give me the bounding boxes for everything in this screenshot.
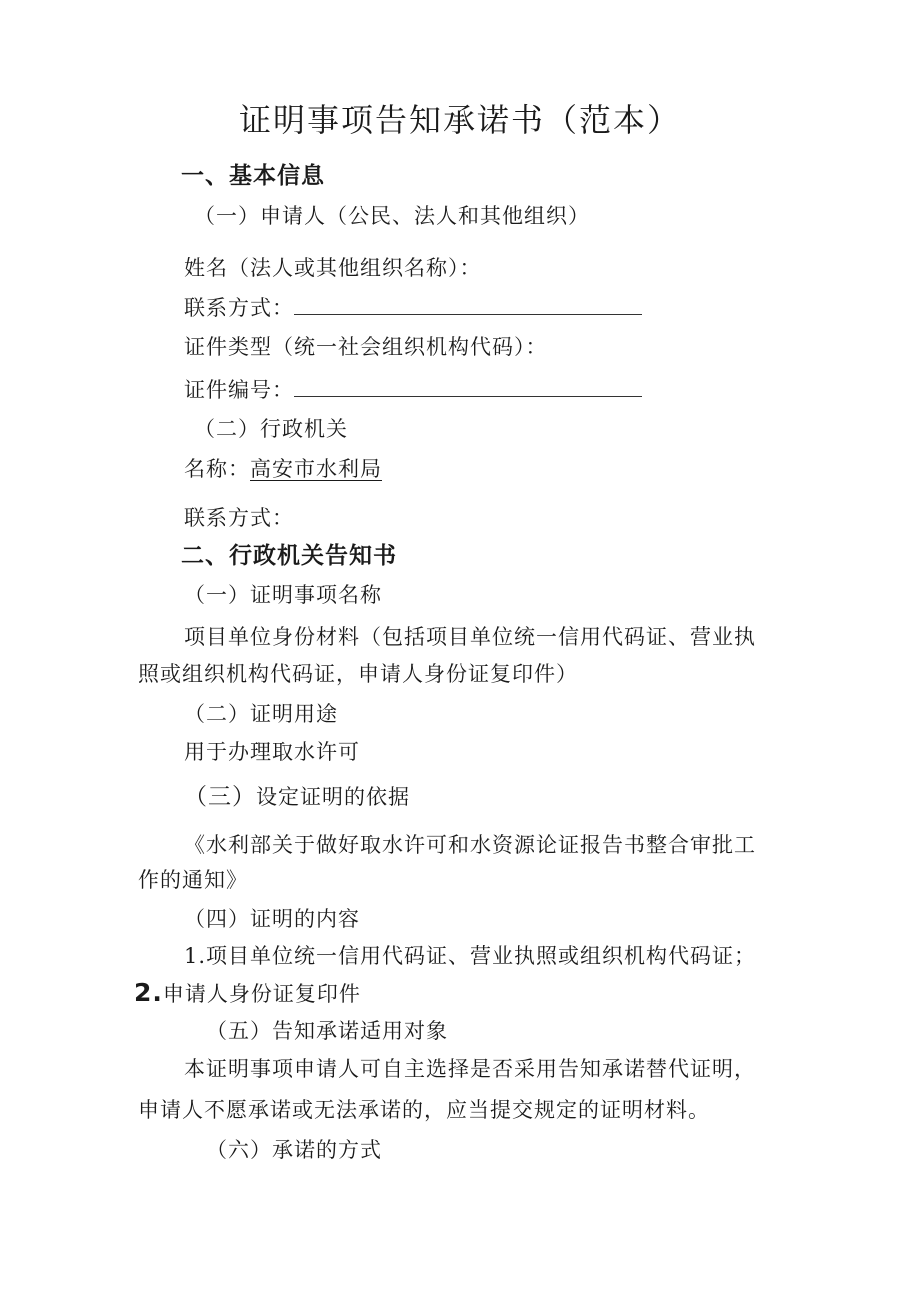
item3-text-line2: 作的通知》 (138, 868, 248, 892)
item4-heading: （四）证明的内容 (184, 907, 360, 931)
item1-text-line1: 项目单位身份材料（包括项目单位统一信用代码证、营业执 (184, 625, 756, 649)
item3-heading-row (184, 783, 410, 811)
item6-heading: （六）承诺的方式 (206, 1138, 382, 1162)
section-basic-info-heading: 一、基本信息 (181, 163, 325, 189)
applicant-id-number-blank[interactable] (294, 376, 642, 397)
applicant-contact-blank[interactable] (294, 294, 642, 315)
item1-text-line2: 照或组织机构代码证，申请人身份证复印件） (138, 662, 578, 686)
applicant-name-label: 姓名（法人或其他组织名称）： (184, 256, 482, 280)
item1-heading: （一）证明事项名称 (184, 583, 382, 607)
agency-contact-label: 联系方式： (184, 506, 294, 530)
applicant-id-number-row (184, 376, 642, 404)
agency-name-row (184, 455, 382, 483)
item2-heading: （二）证明用途 (184, 702, 338, 726)
applicant-subheading: （一）申请人（公民、法人和其他组织） (194, 204, 590, 228)
item5-text-line2: 申请人不愿承诺或无法承诺的，应当提交规定的证明材料。 (138, 1098, 710, 1122)
item3-heading-text: 设定证明的依据 (256, 785, 410, 809)
item4-text-line1: 1.项目单位统一信用代码证、营业执照或组织机构代码证； (184, 944, 757, 968)
item5-text-line1: 本证明事项申请人可自主选择是否采用告知承诺替代证明， (184, 1057, 756, 1081)
applicant-id-number-label: 证件编号： (184, 378, 294, 402)
item4-text-line2: 申请人身份证复印件 (162, 982, 361, 1006)
applicant-id-type-label: 证件类型（统一社会组织机构代码）： (184, 335, 548, 359)
agency-name-label: 名称： (184, 457, 250, 481)
item2-text: 用于办理取水许可 (184, 740, 360, 764)
agency-subheading: （二）行政机关 (194, 417, 348, 441)
applicant-contact-label: 联系方式： (184, 296, 294, 320)
item4-number-2: 2. (134, 978, 163, 1007)
item3-heading-number: （三） (184, 784, 256, 810)
agency-name-value: 高安市水利局 (250, 457, 382, 481)
item5-heading: （五）告知承诺适用对象 (206, 1019, 448, 1043)
section-notice-heading: 二、行政机关告知书 (181, 543, 397, 569)
document-title: 证明事项告知承诺书（范本） (238, 101, 681, 139)
applicant-contact-row (184, 294, 642, 322)
item3-text-line1: 《水利部关于做好取水许可和水资源论证报告书整合审批工 (184, 833, 756, 857)
item4-text-line2-row (134, 979, 361, 1008)
